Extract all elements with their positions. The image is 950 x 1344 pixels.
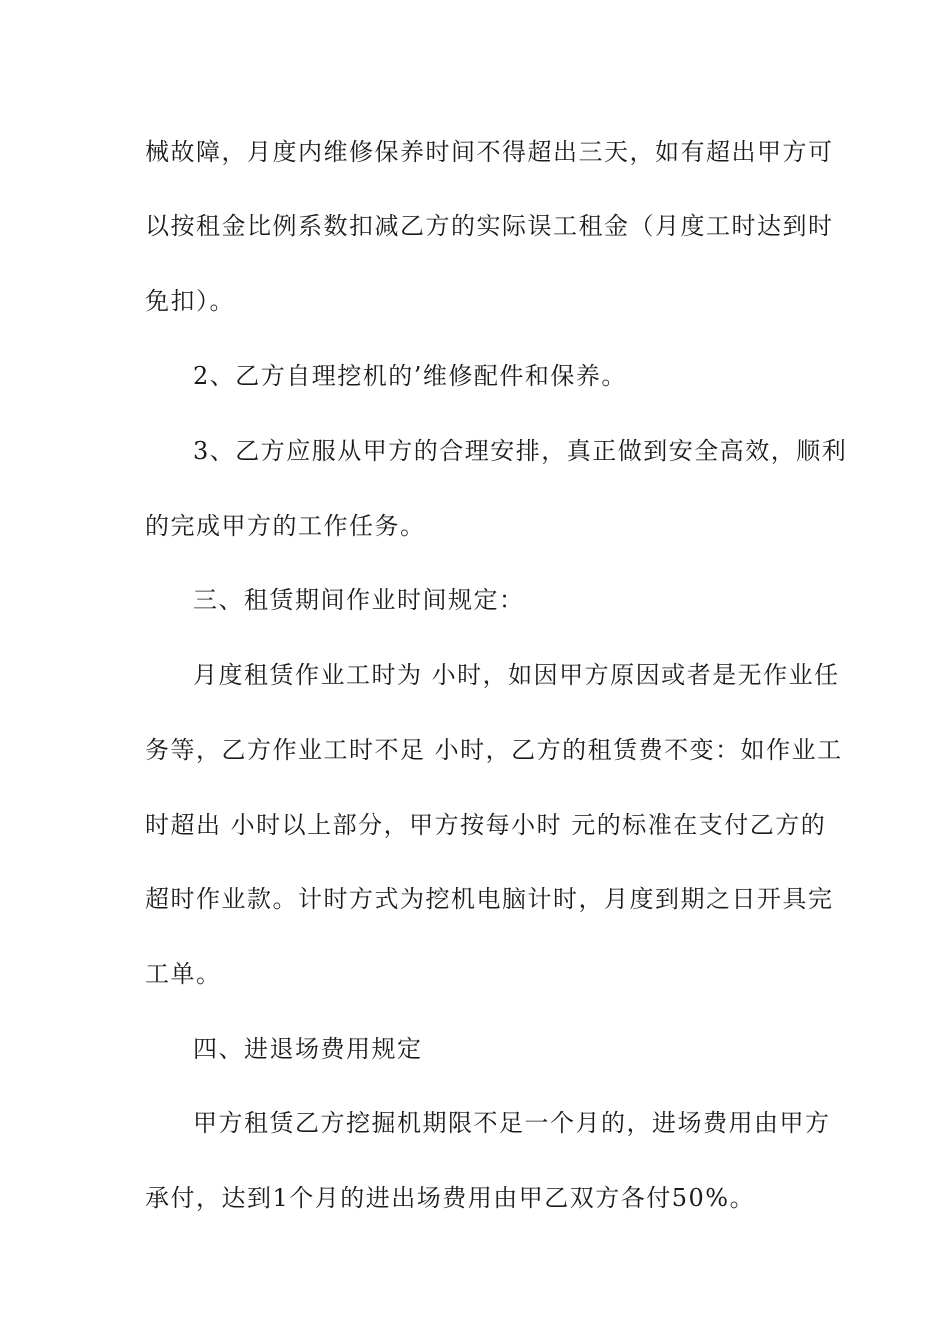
- text-line: 以按租金比例系数扣减乙方的实际误工租金（月度工时达到时: [145, 212, 834, 240]
- text-line: 械故障，月度内维修保养时间不得超出三天，如有超出甲方可: [145, 138, 834, 166]
- text-line: 免扣）。: [145, 287, 235, 315]
- text-line: 的完成甲方的工作任务。: [145, 512, 426, 540]
- text-line: 3、乙方应服从甲方的合理安排，真正做到安全高效，顺利: [193, 437, 848, 465]
- text-line: 务等，乙方作业工时不足 小时，乙方的租赁费不变：如作业工: [145, 736, 843, 764]
- text-line: 工单。: [145, 960, 222, 988]
- section-heading: 四、进退场费用规定: [193, 1035, 423, 1063]
- text-line: 超时作业款。计时方式为挖机电脑计时，月度到期之日开具完: [145, 885, 834, 913]
- text-line: 2、乙方自理挖机的’维修配件和保养。: [193, 362, 627, 390]
- section-heading: 三、租赁期间作业时间规定：: [193, 586, 525, 614]
- text-line: 甲方租赁乙方挖掘机期限不足一个月的，进场费用由甲方: [193, 1109, 831, 1137]
- text-line: 承付，达到1个月的进出场费用由甲乙双方各付50%。: [145, 1184, 756, 1212]
- text-line: 时超出 小时以上部分，甲方按每小时 元的标准在支付乙方的: [145, 811, 827, 839]
- text-line: 月度租赁作业工时为 小时，如因甲方原因或者是无作业任: [193, 661, 840, 689]
